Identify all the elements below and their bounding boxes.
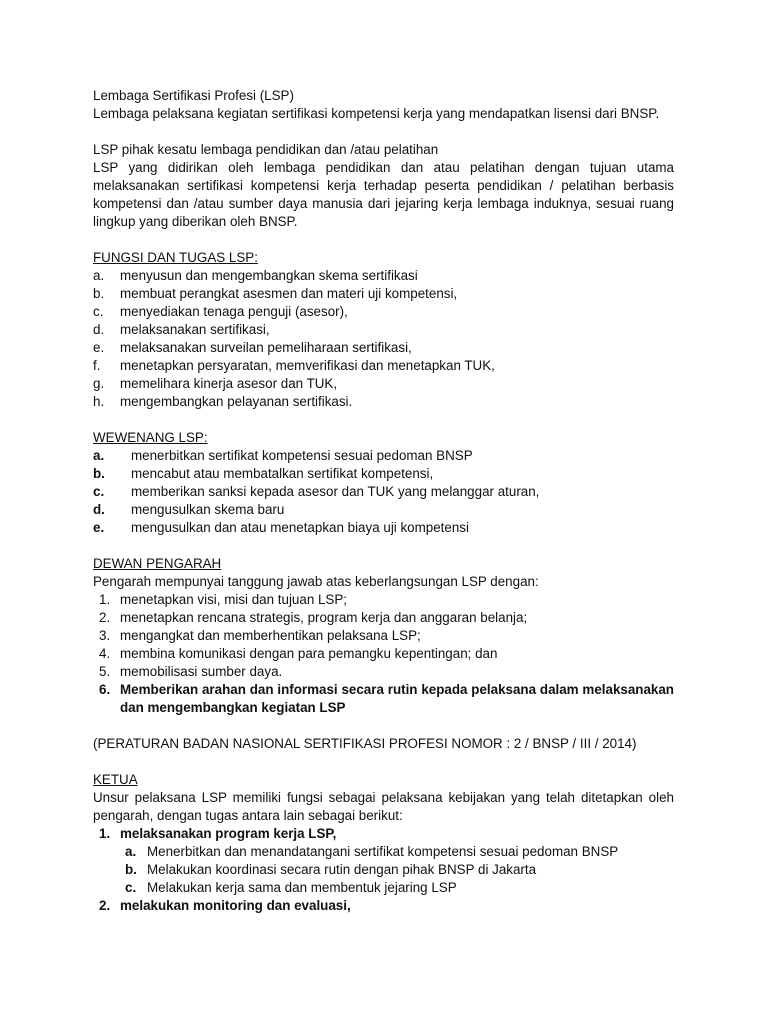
list-marker: 2. <box>99 898 111 913</box>
list-item <box>93 483 674 501</box>
dewan-list <box>93 591 674 717</box>
list-item <box>93 519 674 537</box>
list-item <box>93 321 674 339</box>
ketua-list <box>93 825 674 843</box>
list-item <box>93 375 674 393</box>
list-item <box>99 681 674 717</box>
list-text: menyediakan tenaga penguji (asesor), <box>120 304 348 319</box>
list-text: melaksanakan program kerja LSP, <box>120 826 337 841</box>
lsp-title: Lembaga Sertifikasi Profesi (LSP) <box>93 88 294 103</box>
list-item <box>93 285 674 303</box>
list-text: menerbitkan sertifikat kompetensi sesuai pedoman BNSP <box>131 448 473 463</box>
list-text: melaksanakan sertifikasi, <box>120 322 270 337</box>
list-item <box>99 645 674 663</box>
list-marker: b. <box>125 862 137 877</box>
list-item <box>93 357 674 375</box>
list-item <box>93 447 674 465</box>
list-marker: 6. <box>99 682 111 697</box>
list-text: memelihara kinerja asesor dan TUK, <box>120 376 338 391</box>
wewenang-list <box>93 447 674 537</box>
list-text: Melakukan kerja sama dan membentuk jejaring LSP <box>147 880 457 895</box>
ketua-intro: Unsur pelaksana LSP memiliki fungsi sebagai pelaksana kebijakan yang telah ditetapkan oleh pengarah, dengan tugas antara lain sebagai berikut: <box>93 790 674 823</box>
list-text: membina komunikasi dengan para pemangku kepentingan; dan <box>120 646 498 661</box>
dewan-intro: Pengarah mempunyai tanggung jawab atas keberlangsungan LSP dengan: <box>93 574 539 589</box>
list-item <box>93 339 674 357</box>
list-text: mencabut atau membatalkan sertifikat kompetensi, <box>131 466 434 481</box>
list-item <box>125 843 674 861</box>
list-marker: a. <box>93 268 105 283</box>
ketua-title: KETUA <box>93 772 138 787</box>
list-marker: a. <box>125 844 137 859</box>
ketua-sublist <box>93 843 674 897</box>
lsp1-title: LSP pihak kesatu lembaga pendidikan dan /atau pelatihan <box>93 142 439 157</box>
list-text: mengusulkan skema baru <box>131 502 285 517</box>
list-text: menetapkan persyaratan, memverifikasi dan menetapkan TUK, <box>120 358 495 373</box>
list-marker: c. <box>125 880 137 895</box>
list-marker: a. <box>93 448 105 463</box>
list-text: Memberikan arahan dan informasi secara rutin kepada pelaksana dalam melaksanakan dan mengembangkan kegiatan LSP <box>120 682 674 715</box>
list-item <box>99 627 674 645</box>
list-text: memberikan sanksi kepada asesor dan TUK yang melanggar aturan, <box>131 484 540 499</box>
list-marker: h. <box>93 394 105 409</box>
fungsi-list <box>93 267 674 411</box>
list-item <box>99 825 674 843</box>
dewan-title: DEWAN PENGARAH <box>93 556 222 571</box>
lsp-definition: Lembaga pelaksana kegiatan sertifikasi kompetensi kerja yang mendapatkan lisensi dari BNSP. <box>93 106 660 121</box>
list-text: menetapkan visi, misi dan tujuan LSP; <box>120 592 348 607</box>
list-item <box>93 393 674 411</box>
list-text: Melakukan koordinasi secara rutin dengan pihak BNSP di Jakarta <box>147 862 537 877</box>
list-text: melaksanakan surveilan pemeliharaan sertifikasi, <box>120 340 412 355</box>
list-marker: b. <box>93 466 105 481</box>
list-marker: d. <box>93 322 105 337</box>
list-item <box>125 879 674 897</box>
list-marker: e. <box>93 520 105 535</box>
list-text: menetapkan rencana strategis, program kerja dan anggaran belanja; <box>120 610 528 625</box>
list-item <box>125 861 674 879</box>
list-text: memobilisasi sumber daya. <box>120 664 283 679</box>
list-text: melakukan monitoring dan evaluasi, <box>120 898 351 913</box>
list-text: mengembangkan pelayanan sertifikasi. <box>120 394 353 409</box>
peraturan-reference: (PERATURAN BADAN NASIONAL SERTIFIKASI PROFESI NOMOR : 2 / BNSP / III / 2014) <box>93 736 637 751</box>
lsp1-definition: LSP yang didirikan oleh lembaga pendidikan dan atau pelatihan dengan tujuan utama melaksanakan sertifikasi kompetensi kerja terhadap peserta pendidikan / pelatihan berbasis kompetensi dan /atau sumber daya manusia dari jejaring kerja lembaga induknya, sesuai ruang lingkup yang diberikan oleh BNSP. <box>93 160 674 229</box>
list-item <box>93 267 674 285</box>
list-item <box>99 897 674 915</box>
list-marker: f. <box>93 358 101 373</box>
list-item <box>99 591 674 609</box>
list-marker: d. <box>93 502 105 517</box>
list-marker: 5. <box>99 664 111 679</box>
list-text: menyusun dan mengembangkan skema sertifikasi <box>120 268 418 283</box>
list-item <box>93 465 674 483</box>
list-marker: 1. <box>99 826 111 841</box>
list-marker: 1. <box>99 592 111 607</box>
wewenang-title: WEWENANG LSP: <box>93 430 208 445</box>
list-marker: e. <box>93 340 105 355</box>
list-marker: g. <box>93 376 105 391</box>
list-marker: c. <box>93 484 105 499</box>
list-text: membuat perangkat asesmen dan materi uji kompetensi, <box>120 286 458 301</box>
list-marker: c. <box>93 304 104 319</box>
list-item <box>99 663 674 681</box>
list-item <box>93 501 674 519</box>
ketua-list-continued <box>93 897 674 915</box>
list-marker: b. <box>93 286 105 301</box>
list-item <box>99 609 674 627</box>
list-text: mengusulkan dan atau menetapkan biaya uji kompetensi <box>131 520 469 535</box>
list-text: mengangkat dan memberhentikan pelaksana LSP; <box>120 628 421 643</box>
list-marker: 3. <box>99 628 111 643</box>
list-marker: 4. <box>99 646 111 661</box>
list-item <box>93 303 674 321</box>
list-text: Menerbitkan dan menandatangani sertifikat kompetensi sesuai pedoman BNSP <box>147 844 619 859</box>
fungsi-title: FUNGSI DAN TUGAS LSP: <box>93 250 258 265</box>
list-marker: 2. <box>99 610 111 625</box>
